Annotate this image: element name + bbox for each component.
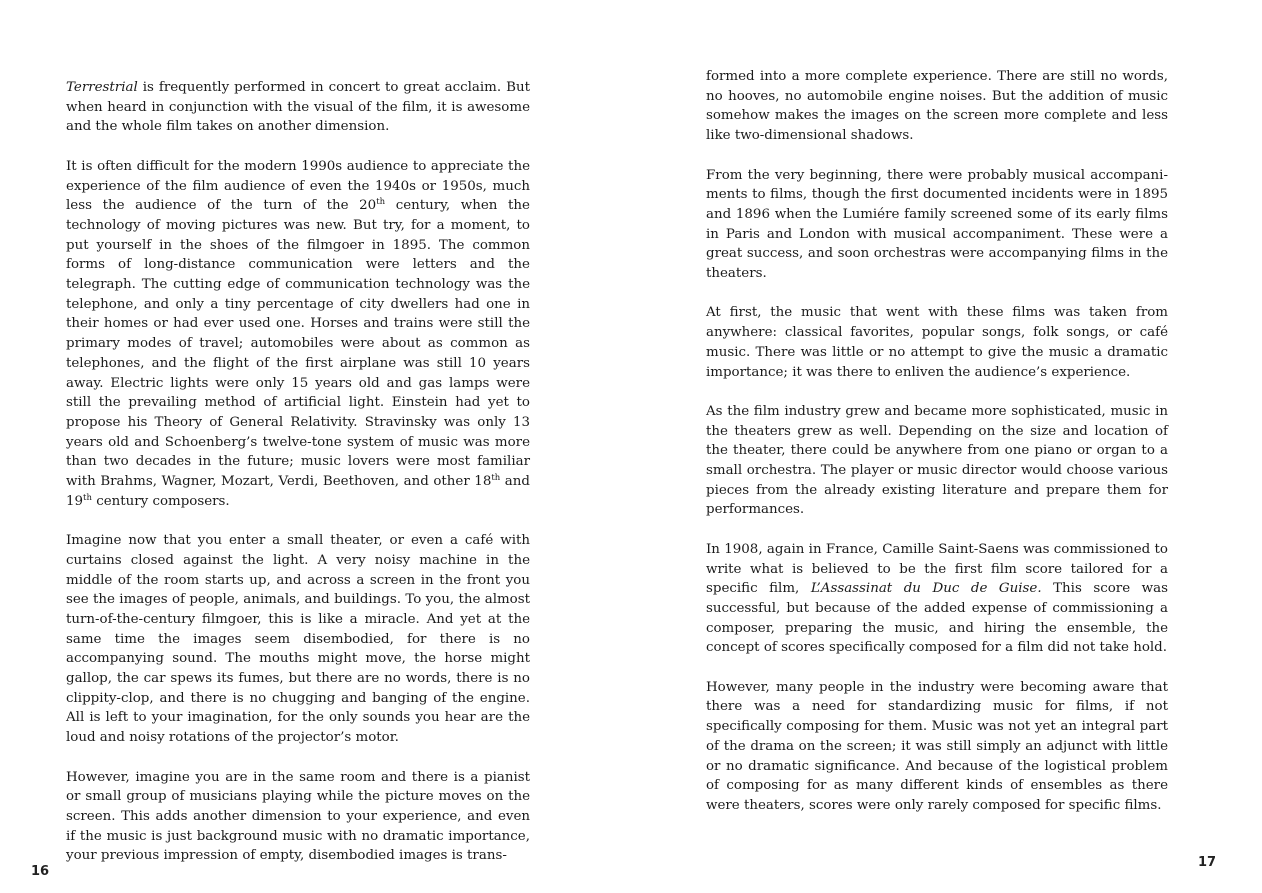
left-page-number: 16 <box>31 864 50 879</box>
right-paragraph-6: However, many people in the industry were becoming aware that there was a need for standardizing music for films, if not specifically composing for them. Music was not yet an integral part of the drama on the screen; it was still simply an adjunct with little or no dramatic significance. And because of the logistical problem of composing for as many different kinds of ensembles as there were theaters, scores were only rarely composed for specific films. <box>706 679 1168 813</box>
left-paragraph-2-text-d: century composers. <box>91 493 230 509</box>
left-text-column <box>66 78 530 866</box>
right-text-column <box>706 67 1168 816</box>
right-paragraph-3: At first, the music that went with these films was taken from anywhere: classical favorites, popular songs, folk songs, or café music. There was little or no attempt to give the music a dramatic importance; it was there to enliven the audience’s experience. <box>706 305 1168 380</box>
left-paragraph-1-text: is frequently performed in concert to great acclaim. But when heard in conjunction with the visual of the film, it is awesome and the whole film takes on another dimension. <box>66 80 530 135</box>
right-paragraph-4: As the film industry grew and became more sophisticated, music in the theaters grew as well. Depending on the size and location of the theater, there could be anywhere from one piano or organ to a small orchestra. The player or music director would choose various pieces from the already existing literature and prepare them for performances. <box>706 403 1168 518</box>
ordinal-suffix: th <box>83 492 92 503</box>
left-paragraph-2-text-b: century, when the technology of moving pictures was new. But try, for a moment, to put yourself in the shoes of the filmgoer in 1895. The common forms of long-distance communication were letters and the telegraph. The cutting edge of communication technology was the telephone, and only a tiny percentage of city dwellers had one in their homes or had ever used one. Horses and trains were still the primary modes of travel; automobiles were about as common as telephones, and the flight of the first airplane was still 10 years away. Electric lights were only 15 years old and gas lamps were still the prevailing method of artificial light. Einstein had yet to propose his Theory of General Relativity. Stravinsky was only 13 years old and Schoenberg’s twelve-tone system of music was more than two decades in the future; music lovers were most familiar with Brahms, Wagner, Mozart, Verdi, Beethoven, and other 18 <box>66 198 530 490</box>
right-paragraph-5 <box>706 540 1168 658</box>
right-page <box>631 0 1262 893</box>
left-paragraph-1 <box>66 78 530 137</box>
left-paragraph-2-text-c: and 19 <box>66 474 530 509</box>
film-title-terrestrial: Terrestrial <box>66 80 138 95</box>
right-paragraph-5-text-b: This score was successful, but because of the added expense of commissioning a composer, preparing the music, and hiring the ensemble, the concept of scores specifically composed for a film did not take hold. <box>706 581 1168 656</box>
ordinal-suffix: th <box>376 197 386 208</box>
left-paragraph-2-text-a: It is often difficult for the modern 1990s audience to appreciate the experience of the film audience of even the 1940s or 1950s, much less the audience of the turn of the 20 <box>66 158 530 214</box>
right-paragraph-5-text-a: In 1908, again in France, Camille Saint-Saens was commissioned to write what is believed to be the first film score tailored for a specific film, <box>706 541 1168 597</box>
left-paragraph-4: However, imagine you are in the same room and there is a pianist or small group of musicians playing while the picture moves on the screen. This adds another dimension to your experience, and even if the music is just background music with no dramatic importance, your previous impression of empty, disembodied images is trans- <box>66 769 530 864</box>
left-paragraph-3: Imagine now that you enter a small theater, or even a café with curtains closed against the light. A very noisy machine in the middle of the room starts up, and across a screen in the front you see the images of people, animals, and buildings. To you, the almost turn-of-the-century filmgoer, this is like a miracle. And yet at the same time the images seem disembodied, for there is no accompanying sound. The mouths might move, the horse might gallop, the car spews its fumes, but there are no words, there is no clippity-clop, and there is no chugging and banging of the engine. All is left to your imagination, for the only sounds you hear are the loud and noisy rotations of the projector’s motor. <box>66 533 530 746</box>
ordinal-suffix: th <box>491 473 501 484</box>
right-page-number: 17 <box>1198 855 1217 870</box>
right-paragraph-2: From the very beginning, there were probably musical accompaniments to films, though the first documented incidents were in 1895 and 1896 when the Lumiére family screened some of its early films in Paris and London with musical accompaniment. These were a great success, and soon orchestras were accompanying films in the theaters. <box>706 167 1168 282</box>
film-title-assassinat: L’Assassinat du Duc de Guise. <box>810 581 1042 597</box>
left-paragraph-2 <box>66 157 530 512</box>
right-paragraph-1: formed into a more complete experience. There are still no words, no hooves, no automobile engine noises. But the addition of music somehow makes the images on the screen more complete and less like two-dimensional shadows. <box>706 69 1168 144</box>
